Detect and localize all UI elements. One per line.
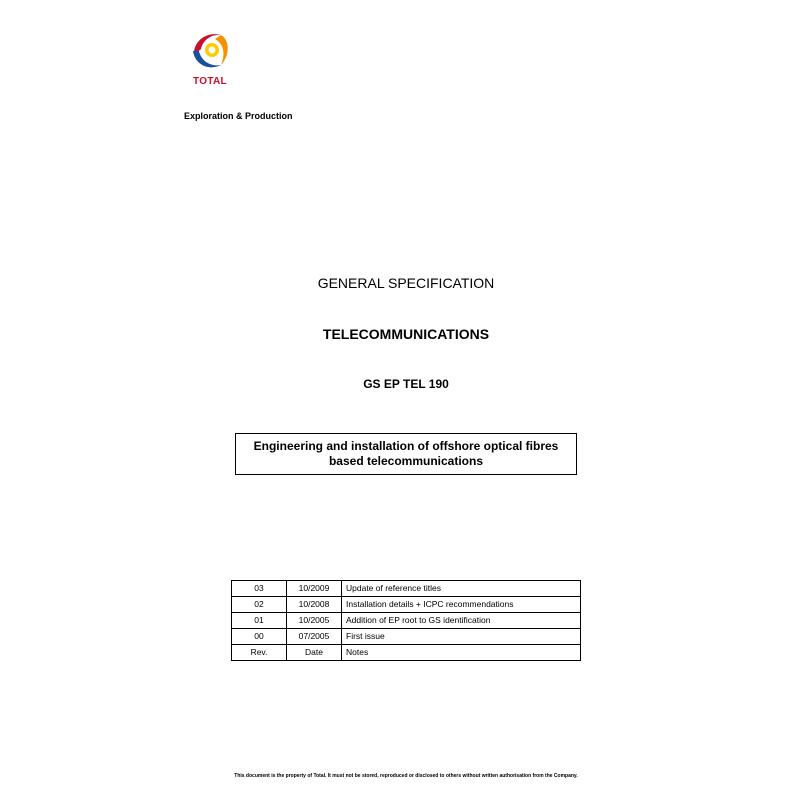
rev-header: Rev. bbox=[232, 645, 287, 661]
notes-header: Notes bbox=[342, 645, 581, 661]
date-cell: 10/2008 bbox=[287, 597, 342, 613]
division-label: Exploration & Production bbox=[184, 111, 293, 121]
date-cell: 07/2005 bbox=[287, 629, 342, 645]
notes-cell: Update of reference titles bbox=[342, 581, 581, 597]
table-row bbox=[232, 597, 581, 613]
table-header-row bbox=[232, 645, 581, 661]
company-logo bbox=[185, 27, 235, 95]
rev-cell: 00 bbox=[232, 629, 287, 645]
revision-table bbox=[231, 580, 581, 661]
notes-cell: First issue bbox=[342, 629, 581, 645]
table-row bbox=[232, 581, 581, 597]
table-row bbox=[232, 613, 581, 629]
rev-cell: 03 bbox=[232, 581, 287, 597]
date-header: Date bbox=[287, 645, 342, 661]
confidentiality-notice: This document is the property of Total. It must not be stored, reproduced or disclosed to others without written authorisation from the Company. bbox=[234, 773, 578, 779]
rev-cell: 02 bbox=[232, 597, 287, 613]
notes-cell: Installation details + ICPC recommendations bbox=[342, 597, 581, 613]
spec-domain-heading: TELECOMMUNICATIONS bbox=[322, 326, 490, 342]
document-title-box bbox=[235, 433, 577, 475]
date-cell: 10/2005 bbox=[287, 613, 342, 629]
document-title: Engineering and installation of offshore optical fibres based telecommunications bbox=[253, 439, 559, 468]
spec-type-heading: GENERAL SPECIFICATION bbox=[317, 275, 495, 291]
rev-cell: 01 bbox=[232, 613, 287, 629]
spec-reference: GS EP TEL 190 bbox=[363, 377, 449, 391]
table-row bbox=[232, 629, 581, 645]
notes-cell: Addition of EP root to GS identification bbox=[342, 613, 581, 629]
date-cell: 10/2009 bbox=[287, 581, 342, 597]
logo-wordmark: TOTAL bbox=[193, 76, 227, 87]
total-swirl-logo-icon bbox=[185, 27, 235, 75]
